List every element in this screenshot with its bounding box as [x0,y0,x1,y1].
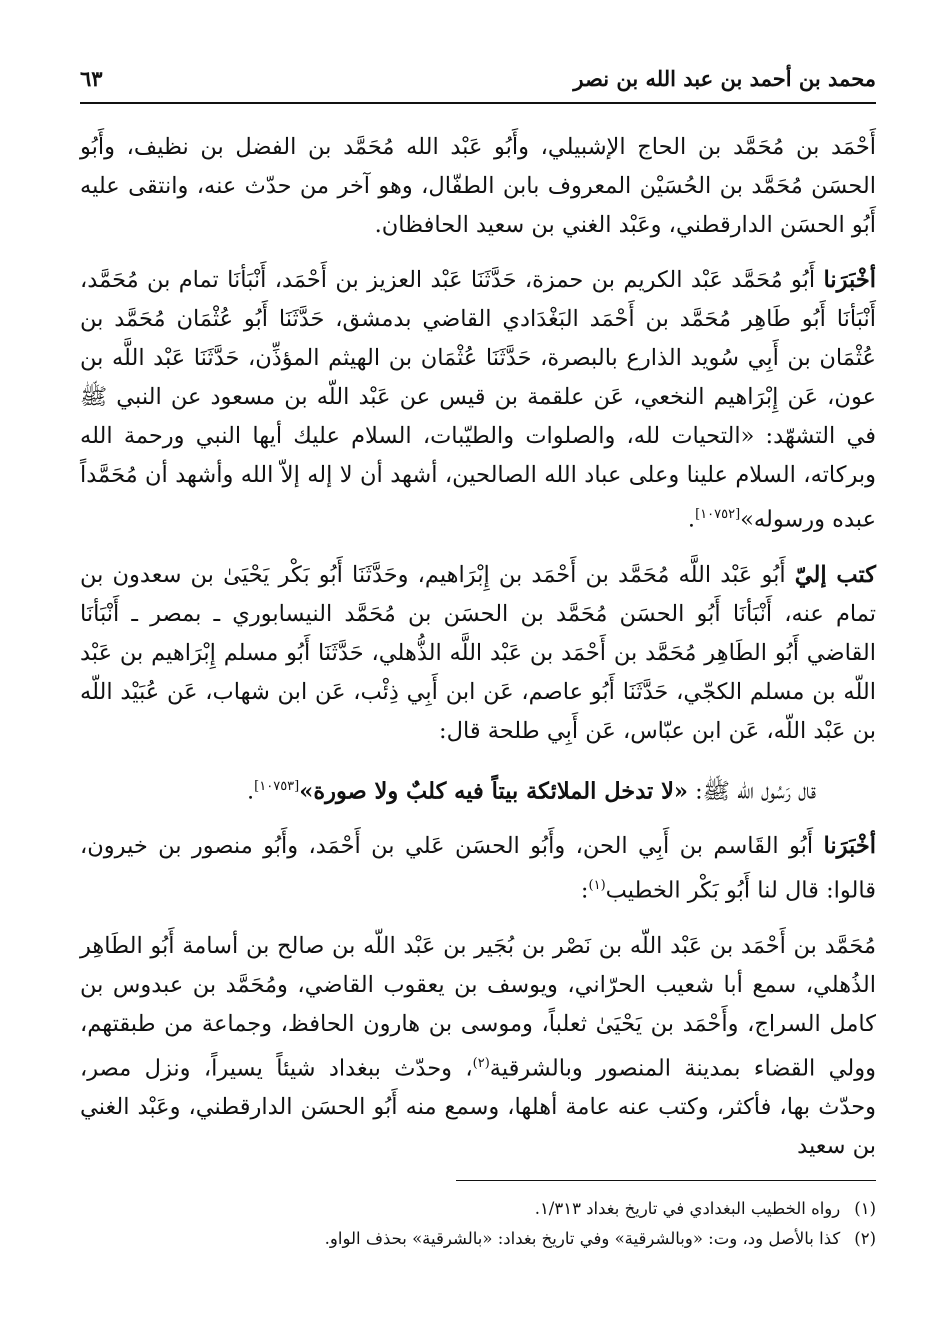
paragraph-3 [80,556,876,751]
paragraph-4: قال رَسُول الله ﷺ: «لا تدخل الملائكة بيتاً فيه كلبٌ ولا صورة»[١٠٧٥٣]. [247,778,816,804]
footnote-text: رواه الخطيب البغدادي في تاريخ بغداد ١/٣١٣. [534,1199,841,1218]
hadith-ref: [١٠٧٥٢] [695,507,741,522]
footnote-marker: (١) [854,1199,876,1218]
paragraph-text: مُحَمَّد بن أَحْمَد بن عَبْد اللّه بن نَصْر بن بُجَير بن عَبْد اللّه بن صالح بن أسامة أَبُو الطَاهِر الذُهلي، سمع أبا شعيب الحرّاني، ويوسف بن يعقوب القاضي، ومُحَمَّد بن عبدوس بن كامل السراج، وأَحْمَد بن يَحْيَىٰ ثعلباً، وموسى بن هارون الحافظ، وجماعة من طبقتهم، وولي القضاء بمدينة المنصور وبالشرقية [80,932,876,1081]
footnotes [80,1194,876,1254]
paragraph-text: أَبُو مُحَمَّد عَبْد الكريم بن حمزة، حَدَّثَنَا عَبْد العزيز بن أَحْمَد، أَنْبَأنَا تمام بن مُحَمَّد، أَنْبَأنَا أَبُو طَاهِر مُحَمَّد بن أَحْمَد البَغْدَادي القاضي بدمشق، حَدَّثَنَا أَبُو عُثْمَان مُحَمَّد بن عُثْمَان بن أَبِي سُويد الذارع بالبصرة، حَدَّثَنَا عُثْمَان بن الهيثم المؤذِّن، حَدَّثَنَا عَبْد اللَّه بن عون، عَن إِبْرَاهيم النخعي، عَن علقمة بن قيس عن عَبْد اللّه بن مسعود عن النبي ﷺ في التشهّد: «التحيات لله، والصلوات والطيّبات، السلام عليك أيها النبي ورحمة الله وبركاته، السلام علينا وعلى عباد الله الصالحين، أشهد أن لا إله إلاّ الله وأشهد أن مُحَمَّداً عبده ورسوله» [80,267,876,533]
paragraph-lead: أخْبَرَنا [823,267,876,293]
paragraph-5: أخْبَرَنا أَبُو القَاسم بن أَبِي الحن، وأَبُو الحسَن عَلي بن أَحْمَد، وأَبُو منصور بن خيرون، قالوا: قال لنا أَبُو بَكْر الخطيب$^{(١)}$: [80,833,876,904]
paragraph-1 [80,128,876,245]
footnote-1 [80,1194,876,1224]
footnote-ref: (٢) [472,1055,490,1071]
paragraph-text: أَحْمَد بن مُحَمَّد بن الحاج الإشبيلي، وأَبُو عَبْد الله مُحَمَّد بن الفضل بن نظيف، وأَبُو الحسَن مُحَمَّد بن الحُسَيْن المعروف بابن الطفّال، وهو آخر من حدّث عنه، وانتقى عليه أَبُو الحسَن الدارقطني، وعَبْد الغني بن سعيد الحافظان. [80,134,876,238]
paragraph-text: أَبُو القَاسم بن أَبِي الحن، وأَبُو الحسَن عَلي بن أَحْمَد، وأَبُو منصور بن خيرون، قالوا: قال لنا أَبُو بَكْر الخطيب [80,833,876,904]
footnote-rule [456,1180,876,1181]
header-rule [80,102,876,104]
footnote-ref: (١) [588,878,606,893]
page-header [80,58,876,98]
main-text [80,128,876,1182]
paragraph-lead: كتب إليّ [794,561,876,588]
page-number: ٦٣ [80,65,103,91]
hadith-ref: [١٠٧٥٣] [254,778,300,794]
paragraph-2: أخْبَرَنا أَبُو مُحَمَّد عَبْد الكريم بن حمزة، حَدَّثَنَا عَبْد العزيز بن أَحْمَد، أَنْبَأنَا تمام بن مُحَمَّد، أَنْبَأنَا أَبُو طَاهِر مُحَمَّد بن أَحْمَد البَغْدَادي القاضي بدمشق، حَدَّثَنَا أَبُو عُثْمَان مُحَمَّد بن عُثْمَان بن أَبِي سُويد الذارع بالبصرة، حَدَّثَنَا عُثْمَان بن الهيثم المؤذِّن، حَدَّثَنَا عَبْد اللَّه بن عون، عَن إِبْرَاهيم النخعي، عَن علقمة بن قيس عن عَبْد اللّه بن مسعود عن النبي ﷺ في التشهّد: «التحيات لله، والصلوات والطيّبات، السلام عليك أيها النبي ورحمة الله وبركاته، السلام علينا وعلى عباد الله الصالحين، أشهد أن لا إله إلاّ الله وأشهد أن مُحَمَّداً عبده ورسوله»[١٠٧٥٢]. [80,267,876,533]
hadith-quote: «لا تدخل الملائكة بيتاً فيه كلبٌ ولا صورة» [299,778,688,804]
footnote-2 [80,1224,876,1254]
paragraph-lead: أخْبَرَنا [823,833,876,859]
footnote-text: كذا بالأصل ود، وت: «وبالشرقية» وفي تاريخ بغداد: «بالشرقية» بحذف الواو. [324,1229,841,1248]
paragraph-text: أَبُو عَبْد اللَّه مُحَمَّد بن أَحْمَد بن إِبْرَاهيم، وحَدَّثَنَا أَبُو بَكْر يَحْيَىٰ بن سعدون بن تمام عنه، أَنْبَأنَا أَبُو الحسَن مُحَمَّد بن الحسَن بن مُحَمَّد النيسابوري ـ بمصر ـ أَنْبَأنَا القاضي أَبُو الطَاهِر مُحَمَّد بن أَحْمَد بن عَبْد اللَّه الذُّهلي، حَدَّثَنَا أَبُو مسلم إِبْرَاهيم بن عَبْد اللّه بن مسلم الكجّي، حَدَّثَنَا أَبُو عاصم، عَن ابن أَبِي ذِئْب، عَن ابن شهاب، عَن عُبَيْد اللّه بن عَبْد اللّه، عَن ابن عبّاس، عَن أَبِي طلحة قال: [80,561,876,744]
paragraph-prefix: قال رَسُول الله ﷺ: [695,778,816,804]
footnote-marker: (٢) [854,1229,876,1248]
running-title: محمد بن أحمد بن عبد الله بن نصر [573,65,876,91]
paragraph-tail: ، وحدّث ببغداد شيئاً يسيراً، ونزل مصر، وحدّث بها، فأكثر، وكتب عنه عامة أهلها، وسمع منه أَبُو الحسَن الدارقطني، وعَبْد الغني بن سعيد [80,1055,876,1159]
paragraph-6 [80,927,876,1167]
